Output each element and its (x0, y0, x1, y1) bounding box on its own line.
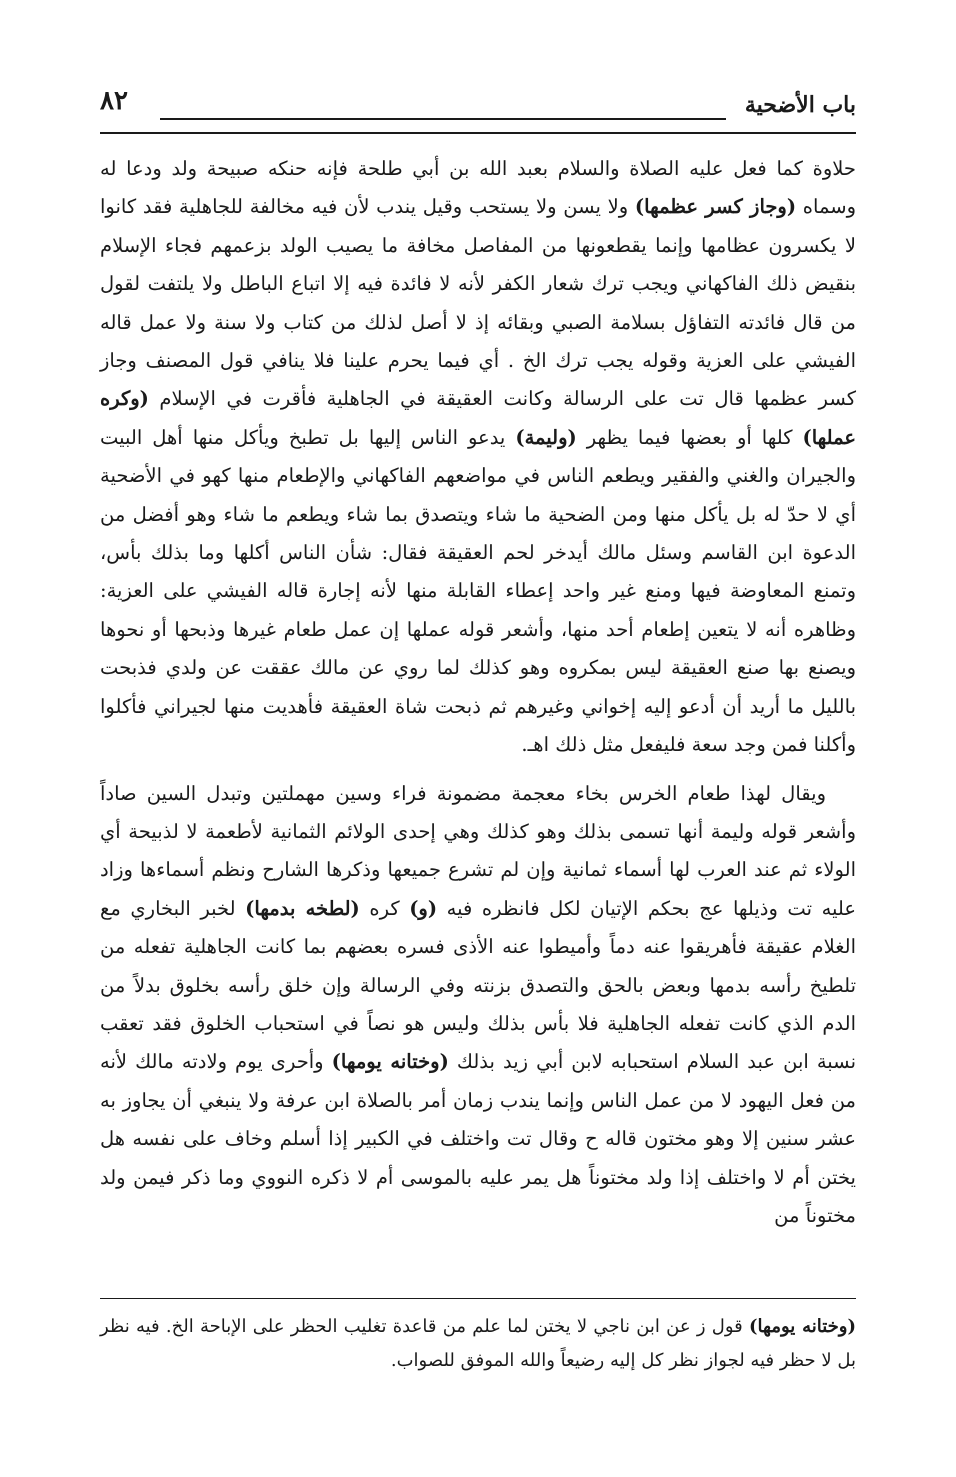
main-text (100, 150, 856, 1235)
p1-text-4: يدعو الناس إليها بل تطبخ ويأكل منها أهل البيت والجيران والغني والفقير ويطعم الناس في مواضعهم الفاكهاني والإطعام منها كهو في الأضحية أي لا حدّ له بل يأكل منها ومن الضحية ما شاء ويتصدق بما شاء ويطعم ما شاء وهو أفضل من الدعوة ابن القاسم وسئل مالك أيدخر لحم العقيقة فقال: شأن الناس أكلها وما بذلك بأس، وتمنع المعاوضة فيها ومنع غير واحد إعطاء القابلة منها لأنه إجارة قاله الفيشي على العزية: وظاهره أنه لا يتعين إطعام أحد منها، وأشعر قوله عملها إن عمل طعام غيرها وذبحها أو نحوها ويصنع بها صنع العقيقة ليس بمكروه وهو كذلك لما روي عن مالك عققت عن ولدي فذبحت بالليل ما أريد أن أدعو إليه إخواني وغيرهم ثم ذبحت شاة العقيقة فأهديت منها لجيراني فأكلوا وأكلنا فمن وجد سعة فليفعل مثل ذلك اهـ. (100, 425, 856, 757)
p2-text-1: ويقال لهذا طعام الخرس بخاء معجمة مضمونة فراء وسين مهملتين وتبدل السين صاداً وأشعر قوله وليمة أنها تسمى بذلك وهو كذلك وهي إحدى الولائم الثمانية لأطعمة لا لذبيحة أي الولاء ثم عند العرب لها أسماء ثمانية وإن لم تشرع جميعها وذكرها الشارح ونظم أسماءها وزاد عليه تت وذيلها عج بحكم الإتيان لكل فانظره فيه (100, 781, 857, 920)
footnote-paragraph (100, 1310, 856, 1378)
footnote-term: (وختانه يومها) (749, 1316, 856, 1337)
p2-text-4: وأحرى يوم ولادته مالك لأنه من فعل اليهود لا من عمل الناس وإنما يندب زمان أمر بالصلاة ابن عرفة ولا ينبغي أن يجاوز به عشر سنين إلا وهو مختون قاله ح وقال تت واختلف في الكبير إذا أسلم وخاف على نفسه هل يختن أم لا واختلف إذا ولد مختوناً هل يمر عليه بالموسى أم لا ذكره النووي وما ذكر فيمن ولد مختوناً من (100, 1050, 856, 1227)
footnote (100, 1310, 856, 1378)
page-number: ٨٢ (100, 86, 128, 116)
p2-text-3: لخبر البخاري مع الغلام عقيقة فأهريقوا عنه دماً وأميطوا عنه الأذى فسره بعضهم بما كانت الجاهلية تفعله من تلطيخ رأسه بدمها وبعض بالحق والتصدق بزنته وفي الرسالة وإن خلق رأسه بخلوق بدلاً من الدم الذي كانت تفعله الجاهلية فلا بأس بذلك وليس هو نصاً في استحباب الخلوق فقد تعقب نسبة ابن عبد السلام استحبابه لابن أبي زيد بذلك (100, 896, 857, 1074)
p2-term-3: (وختانه يومها) (331, 1050, 449, 1074)
footnote-text: قول ز عن ابن ناجي لا يختن لما علم من قاعدة تغليب الحظر على الإباحة الخ. فيه نظر بل لا حظر فيه لجواز نظر كل إليه رضيعاً والله الموفق للصواب. (100, 1316, 856, 1371)
p1-text-1: حلاوة كما فعل عليه الصلاة والسلام بعبد الله بن أبي طلحة فإنه حنكه صبيحة ولد ودعا له وسماه (100, 157, 856, 219)
paragraph-1 (100, 150, 856, 765)
paragraph-2 (100, 775, 856, 1236)
header-leader-line (160, 118, 726, 120)
p2-term-2: (لطخه بدمها) (245, 896, 360, 920)
chapter-title: باب الأضحية (744, 92, 856, 118)
p1-text-2: ولا يسن ولا يستحب وقيل يندب لأن فيه مخالفة للجاهلية فقد كانوا لا يكسرون عظامها وإنما يقطعونها من المفاصل مخافة ما يصيب الولد بزعمهم فجاء الإسلام بنقيض ذلك الفاكهاني ويجب ترك شعار الكفر لأنه لا فائدة فيه إلا اتباع الباطل ولا يلتفت لقول من قال فائدته التفاؤل بسلامة الصبي وبقائه إذ لا أصل لذلك من كتاب ولا سنة ولا عمل قاله الفيشي على العزية وقوله يجب ترك الخ . أي فيما يحرم علينا فلا ينافي قول المصنف وجاز كسر عظمها قال تت على الرسالة وكانت العقيقة في الجاهلية فأقرت في الإسلام (100, 195, 856, 411)
header-rule (100, 132, 856, 134)
p1-term-3: (وليمة) (515, 425, 577, 449)
page-header (100, 86, 856, 126)
footnote-rule (100, 1298, 856, 1299)
p1-text-3: كلها أو بعضها فيما يظهر (576, 425, 803, 449)
p1-term-2: (وكره عملها) (100, 387, 856, 449)
p1-term-1: (وجاز كسر عظمها) (634, 195, 797, 219)
p2-text-2: كره (359, 896, 410, 920)
p2-term-1: (و) (409, 896, 438, 920)
